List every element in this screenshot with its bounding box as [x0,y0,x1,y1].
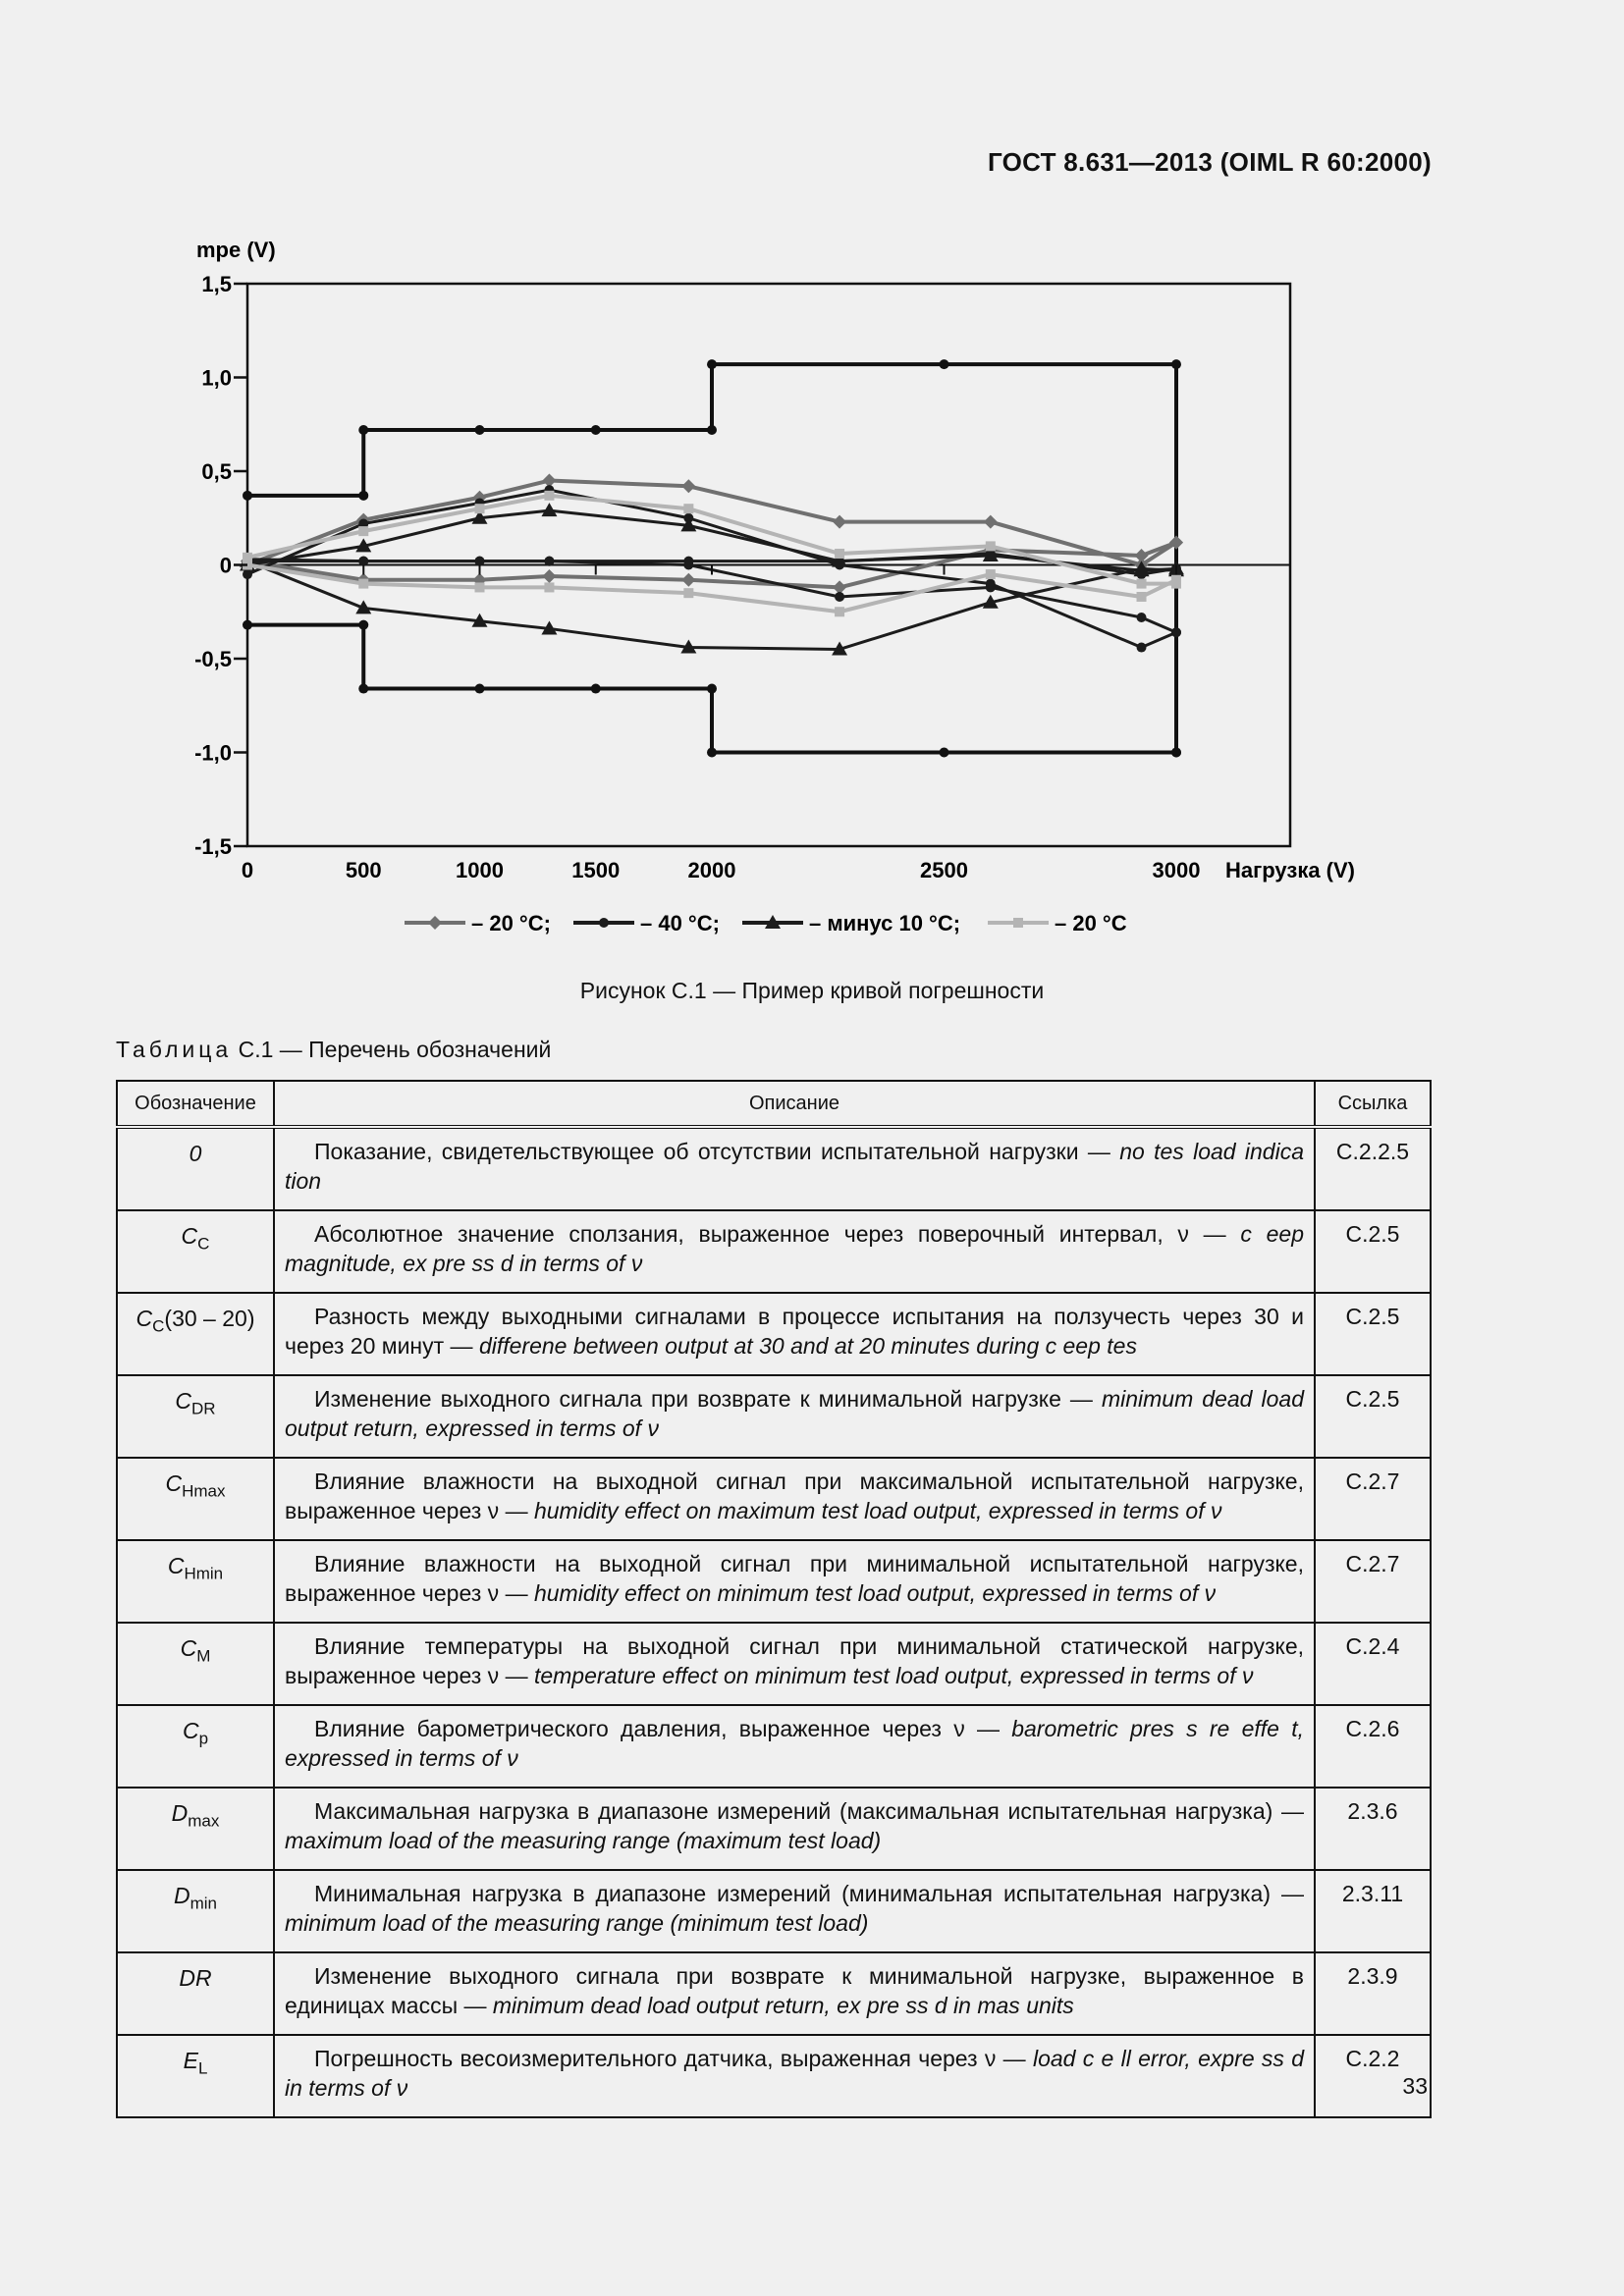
symbol-main: C [182,1718,199,1743]
series-point [1137,592,1147,602]
series-point [835,592,844,602]
description-ru: Изменение выходного сигнала при возврате к минимальной нагрузке, выраженное в единицах массы — [285,1963,1304,2018]
x-tick-label: 1000 [456,858,504,882]
symbol-main: C [165,1470,183,1496]
series-point [681,573,695,587]
symbol-cell [117,1127,274,1210]
series-point [683,504,693,513]
description-en: c eep magnitude, ex pre ss d in terms of ν [285,1221,1305,1276]
symbol-main: C [181,1223,198,1249]
x-tick-label: 1500 [571,858,621,882]
symbol-cell [117,2035,274,2117]
description-en: barometric pres s re effe t, expressed in terms of ν [285,1716,1304,1771]
table-row [117,1458,1431,1540]
description-cell [274,1458,1315,1540]
y-tick-label: -0,5 [194,647,232,671]
reference-cell: C.2.5 [1315,1293,1431,1375]
series-point [475,557,485,566]
reference-cell: 2.3.9 [1315,1952,1431,2035]
symbol-subscript: DR [191,1399,216,1418]
y-tick-label: -1,0 [194,740,232,766]
reference-cell: C.2.5 [1315,1210,1431,1293]
series-point [984,515,998,529]
symbol-subscript: C [197,1234,210,1254]
symbol-cell [117,1540,274,1623]
description-en: differene between output at 30 and at 20 minutes during c eep tes [478,1333,1137,1359]
table-row [117,1952,1431,2035]
description-ru: Погрешность весоизмерительного датчика, выраженная через ν — [314,2046,1033,2071]
table-row [117,1623,1431,1705]
symbol-main: C [167,1553,185,1578]
description-en: maximum load of the measuring range (maximum test load) [285,1828,882,1853]
series-point [986,582,996,592]
series-point [475,504,485,513]
designations-table [116,1080,1432,2118]
description-en: humidity effect on maximum test load output, expressed in terms of ν [533,1498,1222,1523]
legend-swatch-marker [1013,918,1023,928]
description-ru: Разность между выходными сигналами в процессе испытания на ползучесть через 30 и через 20 минут — [285,1304,1304,1359]
symbol-subscript: L [197,2058,208,2078]
description-ru: Влияние влажности на выходной сигнал при минимальной испытательной нагрузке, выраженное через ν — [285,1551,1304,1606]
description-ru: Максимальная нагрузка в диапазоне измерений (максимальная испытательная нагрузка) — [314,1798,1304,1824]
series-point [542,569,556,583]
table-row [117,1293,1431,1375]
mpe-limit-point [243,620,252,630]
description-cell [274,1952,1315,2035]
symbol-main: E [183,2048,198,2073]
y-axis-label: mpe (V) [196,238,276,262]
symbol-main: C [135,1306,153,1331]
series-point [833,515,846,529]
x-tick-label: 0 [241,858,254,882]
figure-caption: Рисунок С.1 — Пример кривой погрешности [579,978,1045,1003]
series-point [1137,579,1147,589]
description-en: minimum load of the measuring range (minimum test load) [285,1910,869,1936]
reference-cell: 2.3.6 [1315,1788,1431,1870]
mpe-limit-point [591,684,601,694]
series-point [475,582,485,592]
table-title-rest: С.1 — Перечень обозначений [232,1037,552,1062]
legend-swatch-marker [428,916,442,930]
mpe-limit-point [940,748,949,758]
legend-label: – 40 °C; [640,911,720,935]
table-row [117,2035,1431,2117]
x-tick-label: 500 [345,858,382,882]
symbol-cell [117,1375,274,1458]
symbol-subscript: min [189,1894,218,1913]
mpe-limit-point [358,425,368,435]
symbol-subscript: p [198,1729,209,1748]
mpe-limit-point [707,684,717,694]
symbol-main: D [173,1883,190,1908]
mpe-limit-point [475,684,485,694]
description-en: humidity effect on minimum test load output, expressed in terms of ν [533,1580,1217,1606]
mpe-limit-point [940,359,949,369]
symbol-main: D [171,1800,189,1826]
description-cell [274,1127,1315,1210]
y-tick-label: -1,5 [194,834,232,859]
table-row [117,1127,1431,1210]
legend-label: – 20 °C; [471,911,551,935]
description-cell [274,1788,1315,1870]
description-en: minimum dead load output return, ex pre ss d in mas units [492,1993,1074,2018]
reference-cell: C.2.2 [1315,2035,1431,2117]
document-header: ГОСТ 8.631—2013 (OIML R 60:2000) [987,147,1432,177]
symbol-subscript: Hmax [182,1481,226,1501]
symbol-cell [117,1623,274,1705]
symbol-subscript: max [188,1811,220,1831]
series-point [1137,643,1147,653]
reference-cell: C.2.7 [1315,1540,1431,1623]
reference-cell: C.2.7 [1315,1458,1431,1540]
symbol-main: C [175,1388,192,1414]
symbol-cell [117,1210,274,1293]
symbol-main: DR [179,1965,212,1991]
table-row [117,1705,1431,1788]
series-point [358,579,368,589]
description-cell [274,1540,1315,1623]
symbol-subscript: C [152,1316,165,1336]
table-row [117,1870,1431,1952]
series-point [358,557,368,566]
symbol-cell [117,1788,274,1870]
table-row [117,1788,1431,1870]
symbol-subscript: M [196,1646,211,1666]
table-title [116,1037,551,1063]
description-cell [274,1375,1315,1458]
x-tick-label: 2000 [687,858,736,882]
mpe-limit-point [707,359,717,369]
series-point [544,557,554,566]
description-cell [274,1623,1315,1705]
mpe-limit-point [1171,359,1181,369]
table-title-prefix: Таблица [116,1037,233,1062]
description-cell [274,2035,1315,2117]
description-cell [274,1870,1315,1952]
error-curve-chart [0,0,1624,962]
series-point [544,582,554,592]
series-point [1171,627,1181,637]
description-en: minimum dead load output return, expressed in terms of ν [285,1386,1304,1441]
series-point [986,569,996,579]
series-point [1137,613,1147,622]
reference-cell: C.2.5 [1315,1375,1431,1458]
series-point [243,569,252,579]
symbol-cell [117,1458,274,1540]
x-axis-label: Нагрузка (V) [1225,858,1355,882]
description-ru: Минимальная нагрузка в диапазоне измерений (минимальная испытательная нагрузка) — [314,1881,1304,1906]
symbol-suffix: (30 – 20) [164,1306,255,1331]
y-tick-label: 0 [219,553,232,578]
y-tick-label: 1,5 [201,272,232,296]
series-point [835,607,844,616]
symbol-main: C [180,1635,197,1661]
description-ru: Показание, свидетельствующее об отсутствии испытательной нагрузки — [314,1139,1120,1164]
table-row [117,1210,1431,1293]
mpe-limit-point [358,620,368,630]
mpe-limit-point [591,425,601,435]
description-en: temperature effect on minimum test load output, expressed in terms of ν [533,1663,1254,1688]
legend-label: – 20 °C [1055,911,1127,935]
symbol-main: 0 [189,1141,202,1166]
x-tick-label: 3000 [1152,858,1201,882]
series-point [358,526,368,536]
mpe-limit-point [1171,748,1181,758]
mpe-limit-point [358,491,368,501]
y-tick-label: 0,5 [201,459,232,484]
reference-cell: C.2.4 [1315,1623,1431,1705]
series-point [683,588,693,598]
symbol-subscript: Hmin [184,1564,224,1583]
series-point [544,491,554,501]
description-en: load c e ll error, expre ss d in terms of ν [285,2046,1304,2101]
reference-cell: C.2.2.5 [1315,1127,1431,1210]
series-point [541,503,557,516]
description-ru: Влияние температуры на выходной сигнал при минимальной статической нагрузке, выраженное через ν — [285,1633,1304,1688]
series-point [986,541,996,551]
mpe-limit-point [707,748,717,758]
description-ru: Влияние барометрического давления, выраженное через ν — [314,1716,1012,1741]
symbol-cell [117,1952,274,2035]
y-tick-label: 1,0 [201,365,232,391]
series-point [683,557,693,566]
series-point [681,479,695,493]
description-en: no tes load indica tion [285,1139,1304,1194]
description-cell [274,1293,1315,1375]
page-number: 33 [1402,2073,1428,2099]
table-row [117,1375,1431,1458]
series-point [1171,575,1181,585]
description-ru: Изменение выходного сигнала при возврате к минимальной нагрузке — [314,1386,1102,1412]
mpe-limit-point [707,425,717,435]
description-ru: Абсолютное значение сползания, выраженное через поверочный интервал, ν — [314,1221,1241,1247]
symbol-cell [117,1293,274,1375]
col-header-ref: Ссылка [1315,1081,1431,1127]
description-cell [274,1210,1315,1293]
reference-cell: 2.3.11 [1315,1870,1431,1952]
description-ru: Влияние влажности на выходной сигнал при максимальной испытательной нагрузке, выраженное через ν — [285,1468,1304,1523]
col-header-description: Описание [274,1081,1315,1127]
legend-label: – минус 10 °C; [809,911,961,935]
table-row [117,1540,1431,1623]
col-header-symbol: Обозначение [117,1081,274,1127]
series-point [835,549,844,559]
mpe-limit-point [358,684,368,694]
description-cell [274,1705,1315,1788]
mpe-limit-point [243,491,252,501]
x-tick-label: 2500 [920,858,968,882]
legend-swatch-marker [599,918,609,928]
symbol-cell [117,1705,274,1788]
symbol-cell [117,1870,274,1952]
reference-cell: C.2.6 [1315,1705,1431,1788]
mpe-limit-point [475,425,485,435]
